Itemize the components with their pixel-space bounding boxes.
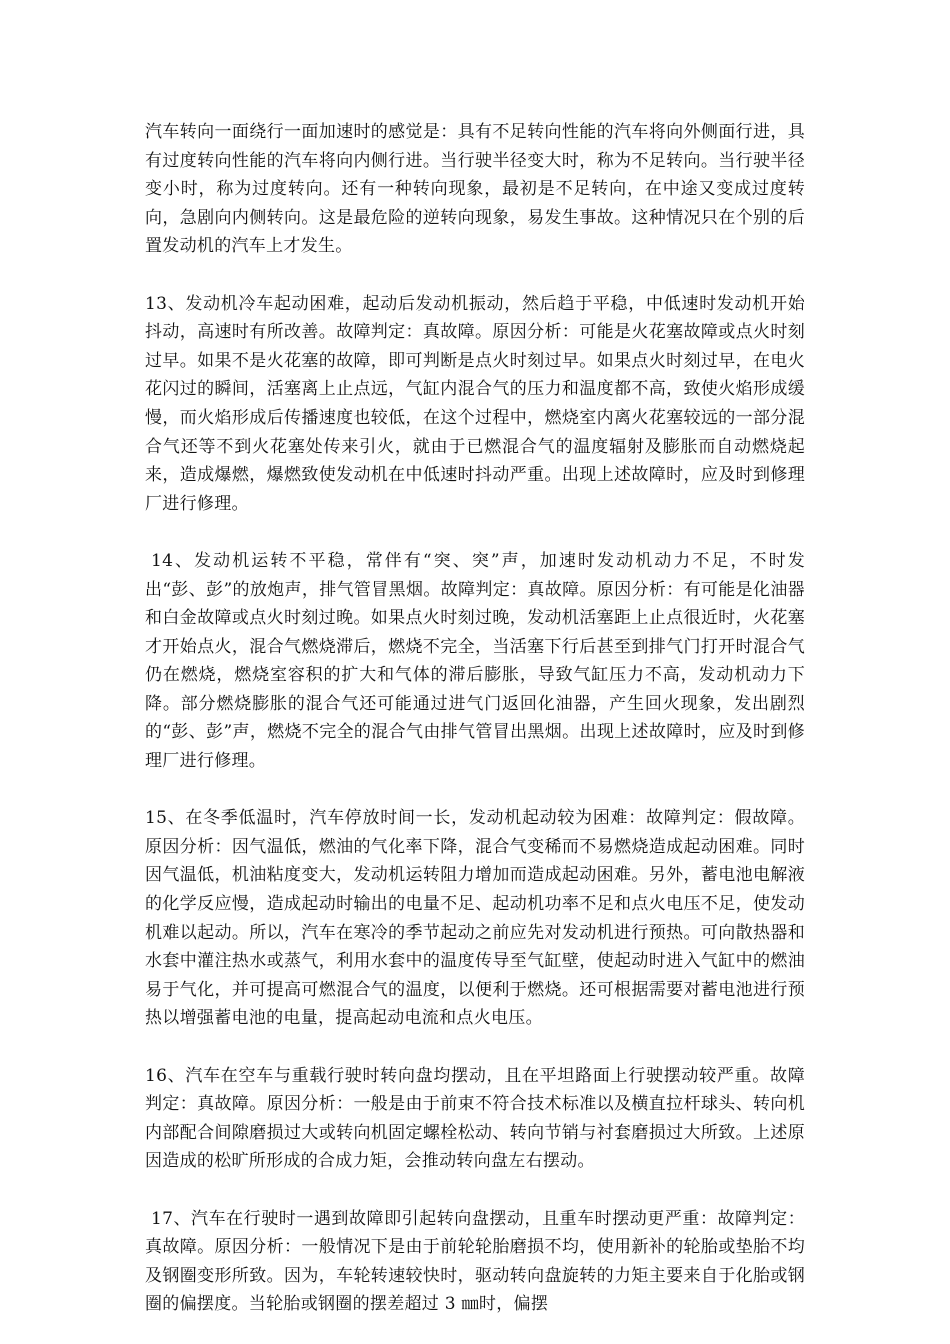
document-page bbox=[145, 118, 805, 1319]
paragraph-item-13: 13、发动机冷车起动困难，起动后发动机振动，然后趋于平稳，中低速时发动机开始抖动，高速时有所改善。故障判定：真故障。原因分析：可能是火花塞故障或点火时刻过早。如果不是火花塞的故障，即可判断是点火时刻过早。如果点火时刻过早，在电火花闪过的瞬间，活塞离上止点远，气缸内混合气的压力和温度都不高，致使火焰形成缓慢，而火焰形成后传播速度也较低，在这个过程中，燃烧室内离火花塞较远的一部分混合气还等不到火花塞处传来引火，就由于已燃混合气的温度辐射及膨胀而自动燃烧起来，造成爆燃，爆燃致使发动机在中低速时抖动严重。出现上述故障时，应及时到修理厂进行修理。 bbox=[145, 293, 805, 514]
paragraph-steering-feel: 汽车转向一面绕行一面加速时的感觉是：具有不足转向性能的汽车将向外侧面行进，具有过度转向性能的汽车将向内侧行进。当行驶半径变大时，称为不足转向。当行驶半径变小时，称为过度转向。还有一种转向现象，最初是不足转向，在中途又变成过度转向，急剧向内侧转向。这是最危险的逆转向现象，易发生事故。这种情况只在个别的后置发动机的汽车上才发生。 bbox=[145, 122, 805, 257]
paragraph-item-14: 14、发动机运转不平稳，常伴有“突、突”声，加速时发动机动力不足，不时发出“彭、彭”的放炮声，排气管冒黑烟。故障判定：真故障。原因分析：有可能是化油器和白金故障或点火时刻过晚。如果点火时刻过晚，发动机活塞距上止点很近时，火花塞才开始点火，混合气燃烧滞后，燃烧不完全，当活塞下行后甚至到排气门打开时混合气仍在燃烧，燃烧室容积的扩大和气体的滞后膨胀，导致气缸压力不高，发动机动力下降。部分燃烧膨胀的混合气还可能通过进气门返回化油器，产生回火现象，发出剧烈的“彭、彭”声，燃烧不完全的混合气由排气管冒出黑烟。出现上述故障时，应及时到修理厂进行修理。 bbox=[145, 550, 805, 772]
paragraph-item-16: 16、汽车在空车与重载行驶时转向盘均摆动，且在平坦路面上行驶摆动较严重。故障判定：真故障。原因分析：一般是由于前束不符合技术标准以及横直拉杆球头、转向机内部配合间隙磨损过大或转向机固定螺栓松动、转向节销与衬套磨损过大所致。上述原因造成的松旷所形成的合成力矩，会推动转向盘左右摆动。 bbox=[145, 1065, 805, 1172]
paragraph-item-17: 17、汽车在行驶时一遇到故障即引起转向盘摆动，且重车时摆动更严重：故障判定：真故障。原因分析：一般情况下是由于前轮轮胎磨损不均，使用新补的轮胎或垫胎不均及钢圈变形所致。因为，车轮转速较快时，驱动转向盘旋转的力矩主要来自于化胎或钢圈的偏摆度。当轮胎或钢圈的摆差超过 3 ㎜时，偏摆 bbox=[145, 1208, 805, 1315]
paragraph-item-15: 15、在冬季低温时，汽车停放时间一长，发动机起动较为困难：故障判定：假故障。原因分析：因气温低，燃油的气化率下降，混合气变稀而不易燃烧造成起动困难。同时因气温低，机油粘度变大，发动机运转阻力增加而造成起动困难。另外，蓄电池电解液的化学反应慢，造成起动时输出的电量不足、起动机功率不足和点火电压不足，使发动机难以起动。所以，汽车在寒冷的季节起动之前应先对发动机进行预热。可向散热器和水套中灌注热水或蒸气，利用水套中的温度传导至气缸壁，使起动时进入气缸中的燃油易于气化，并可提高可燃混合气的温度，以便利于燃烧。还可根据需要对蓄电池进行预热以增强蓄电池的电量，提高起动电流和点火电压。 bbox=[145, 808, 805, 1029]
